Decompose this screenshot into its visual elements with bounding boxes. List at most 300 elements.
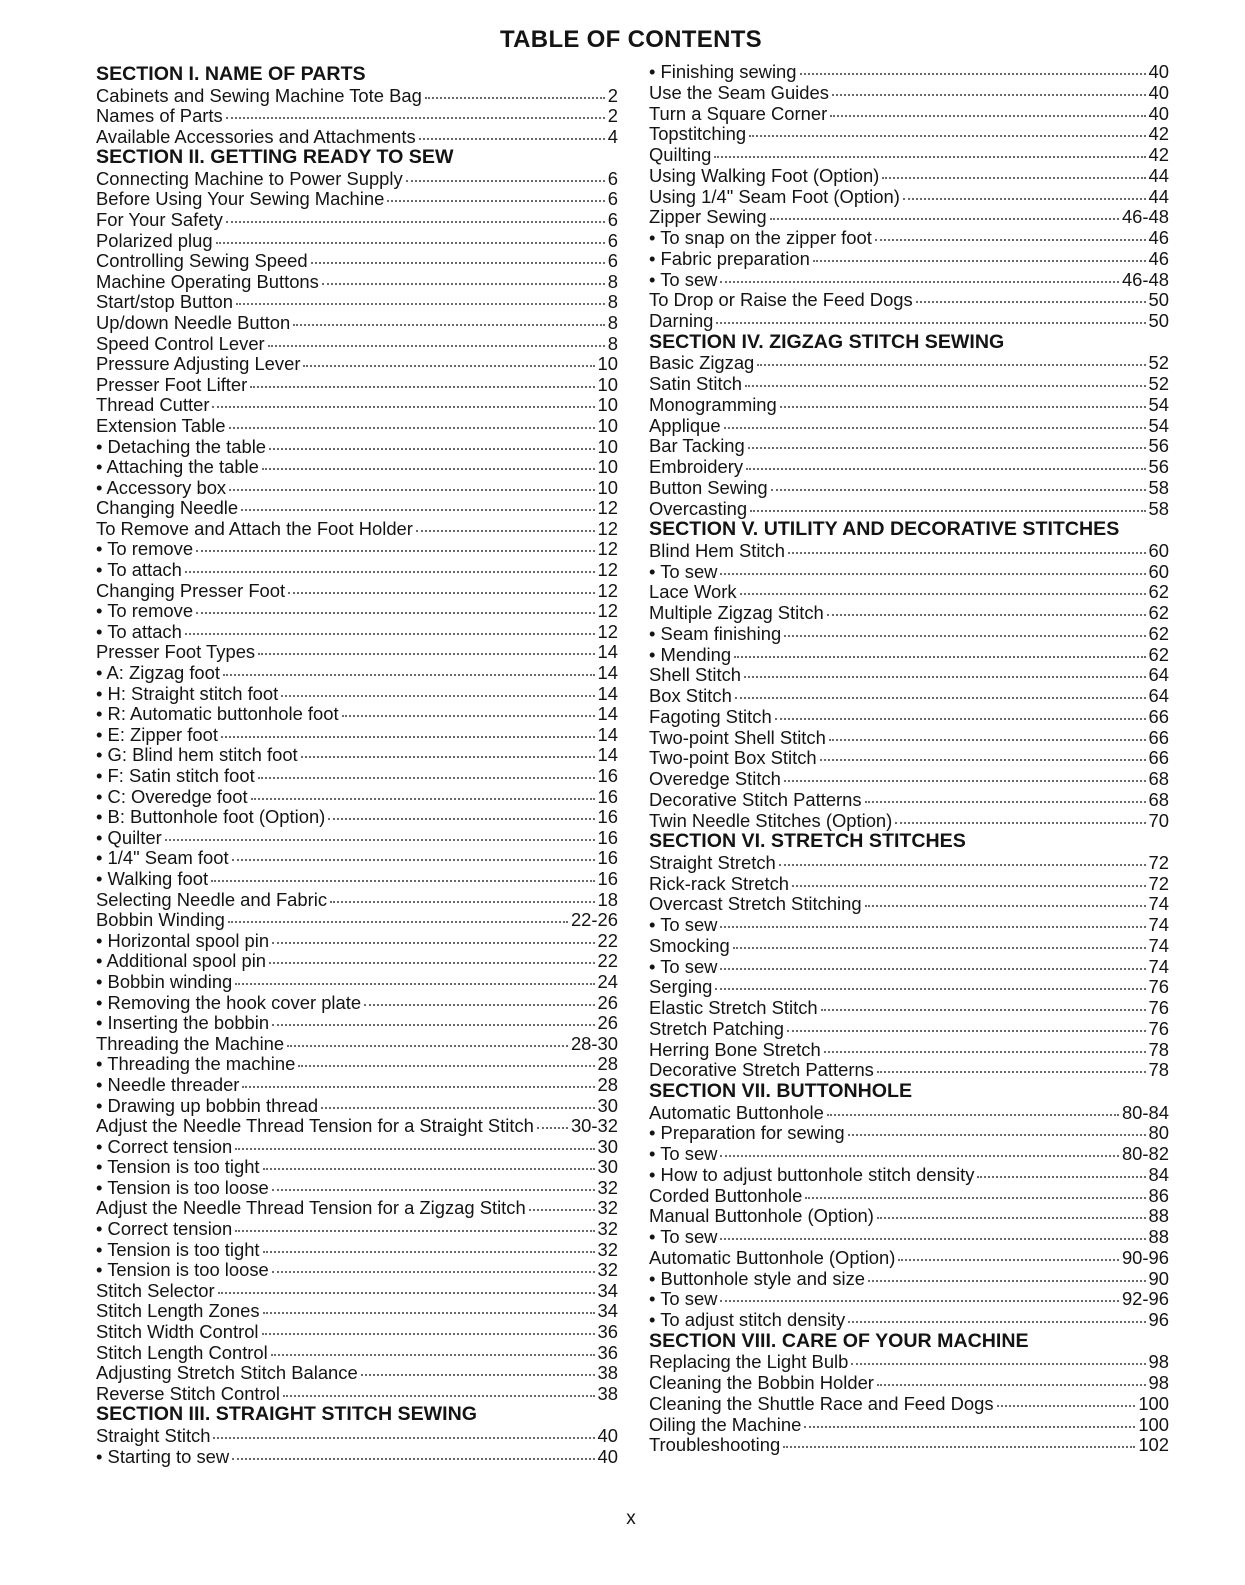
toc-entry-page: 28 [597, 1073, 618, 1095]
dot-leader [720, 926, 1145, 928]
toc-entry [96, 272, 618, 293]
toc-entry-page: 6 [607, 167, 618, 189]
dot-leader [221, 736, 595, 738]
toc-entry-page: 8 [607, 332, 618, 354]
toc-entry [96, 334, 618, 355]
toc-entry-label: Stitch Selector [96, 1279, 215, 1301]
toc-entry-page: 68 [1148, 768, 1169, 789]
toc-entry [649, 457, 1169, 478]
toc-entry [96, 1054, 618, 1075]
toc-entry-label: Bar Tacking [649, 435, 745, 457]
toc-entry [649, 748, 1169, 769]
toc-entry-page: 42 [1148, 123, 1169, 145]
toc-entry [96, 519, 618, 540]
toc-entry-page: 80-84 [1121, 1101, 1169, 1123]
toc-entry-label: • Threading the machine [96, 1053, 296, 1075]
toc-entry-label: Presser Foot Lifter [96, 373, 248, 395]
toc-entry-page: 58 [1148, 497, 1169, 519]
toc-entry-label: • Seam finishing [649, 622, 782, 644]
toc-entry-page: 54 [1148, 414, 1169, 436]
toc-entry [649, 249, 1169, 270]
toc-entry-page: 66 [1148, 705, 1169, 727]
toc-entry-label: Adjust the Needle Thread Tension for a Straight Stitch [96, 1115, 534, 1137]
dot-leader [235, 1230, 594, 1232]
toc-entry-page: 32 [597, 1176, 618, 1198]
toc-entry-label: Replacing the Light Bulb [649, 1351, 849, 1373]
toc-entry-label: Changing Needle [96, 497, 239, 519]
toc-entry-label: • Tension is too tight [96, 1156, 260, 1178]
toc-entry-page: 46 [1148, 227, 1169, 248]
toc-entry [96, 807, 618, 828]
toc-entry-label: Darning [649, 310, 714, 331]
toc-entry-label: • Removing the hook cover plate [96, 991, 362, 1013]
toc-entry-page: 92-96 [1121, 1288, 1169, 1310]
dot-leader [288, 592, 594, 594]
toc-entry [649, 499, 1169, 520]
toc-entry [96, 766, 618, 787]
toc-entry-label: Decorative Stitch Patterns [649, 788, 862, 810]
toc-entry-label: Names of Parts [96, 105, 223, 127]
toc-entry [96, 890, 618, 911]
toc-entry-label: For Your Safety [96, 208, 223, 230]
toc-entry-label: • To attach [96, 620, 182, 642]
toc-entry [649, 1352, 1169, 1373]
toc-entry-label: • To snap on the zipper foot [649, 227, 872, 248]
toc-entry-label: Stitch Length Zones [96, 1300, 260, 1322]
toc-entry [649, 311, 1169, 332]
toc-entry-page: 10 [597, 373, 618, 395]
toc-entry [649, 1019, 1169, 1040]
toc-entry [649, 478, 1169, 499]
toc-entry [649, 436, 1169, 457]
toc-entry-page: 36 [597, 1321, 618, 1343]
toc-entry-label: Decorative Stretch Patterns [649, 1059, 874, 1081]
toc-entry [649, 1123, 1169, 1144]
toc-entry-label: Rick-rack Stretch [649, 872, 789, 894]
dot-leader [250, 386, 594, 388]
toc-entry-label: Selecting Needle and Fabric [96, 888, 328, 910]
toc-entry-label: • 1/4" Seam foot [96, 847, 229, 869]
toc-entry-label: • Accessory box [96, 476, 227, 498]
toc-entry-label: Overedge Stitch [649, 768, 781, 789]
toc-entry [649, 874, 1169, 895]
toc-entry [96, 869, 618, 890]
dot-leader [321, 1107, 594, 1109]
dot-leader [272, 1024, 594, 1026]
dot-leader [241, 509, 594, 511]
toc-entry [649, 290, 1169, 311]
toc-entry [96, 169, 618, 190]
dot-leader [720, 1155, 1119, 1157]
toc-entry-page: 90 [1148, 1267, 1169, 1289]
dot-leader [269, 962, 594, 964]
dot-leader [848, 1321, 1145, 1323]
dot-leader [720, 1238, 1145, 1240]
toc-entry [649, 1186, 1169, 1207]
toc-entry-page: 22 [597, 929, 618, 951]
toc-entry-page: 66 [1148, 747, 1169, 769]
toc-entry-label: Threading the Machine [96, 1032, 285, 1054]
toc-entry-label: • Tension is too loose [96, 1176, 269, 1198]
dot-leader [779, 864, 1146, 866]
toc-entry-label: Zipper Sewing [649, 206, 767, 228]
toc-entry-page: 86 [1148, 1184, 1169, 1206]
toc-entry [96, 437, 618, 458]
toc-entry-page: 88 [1148, 1226, 1169, 1247]
toc-entry [96, 1178, 618, 1199]
dot-leader [212, 406, 594, 408]
toc-entry-page: 42 [1148, 144, 1169, 165]
dot-leader [262, 1333, 595, 1335]
toc-entry [649, 1060, 1169, 1081]
toc-entry [649, 603, 1169, 624]
toc-entry [96, 1157, 618, 1178]
toc-entry [96, 1116, 618, 1137]
toc-entry [96, 354, 618, 375]
toc-entry-page: 38 [597, 1362, 618, 1384]
toc-entry [96, 622, 618, 643]
toc-entry [649, 769, 1169, 790]
toc-entry [649, 1310, 1169, 1331]
toc-entry-label: • Preparation for sewing [649, 1122, 845, 1144]
toc-entry-label: • Correct tension [96, 1135, 233, 1157]
toc-entry [96, 251, 618, 272]
toc-entry-page: 8 [607, 291, 618, 313]
dot-leader [813, 260, 1146, 262]
toc-entry [649, 811, 1169, 832]
toc-entry-label: Overcasting [649, 497, 748, 519]
dot-leader [895, 822, 1145, 824]
toc-entry-label: • E: Zipper foot [96, 723, 218, 745]
dot-leader [263, 1312, 595, 1314]
toc-entry-page: 76 [1148, 1017, 1169, 1039]
toc-entry-page: 46-48 [1121, 206, 1169, 228]
toc-entry-page: 50 [1148, 310, 1169, 331]
dot-leader [258, 653, 594, 655]
toc-entry-page: 28-30 [570, 1032, 618, 1054]
toc-entry-label: Controlling Sewing Speed [96, 250, 308, 272]
toc-entry [96, 210, 618, 231]
dot-leader [232, 859, 595, 861]
toc-entry [649, 1144, 1169, 1165]
toc-entry [96, 1096, 618, 1117]
toc-entry-label: • Mending [649, 643, 732, 665]
toc-entry-label: Applique [649, 414, 721, 436]
dot-leader [997, 1405, 1136, 1407]
toc-entry [96, 127, 618, 148]
toc-entry [649, 353, 1169, 374]
toc-entry-label: Blind Hem Stitch [649, 539, 785, 561]
toc-entry-page: 56 [1148, 435, 1169, 457]
toc-entry-page: 16 [597, 785, 618, 807]
dot-leader [792, 885, 1146, 887]
toc-entry [649, 790, 1169, 811]
dot-leader [287, 1045, 568, 1047]
toc-entry-label: Monogramming [649, 393, 777, 415]
toc-entry [96, 313, 618, 334]
toc-entry [649, 104, 1169, 125]
page-title: TABLE OF CONTENTS [500, 26, 762, 53]
dot-leader [293, 324, 605, 326]
toc-entry [649, 395, 1169, 416]
toc-entry-page: 62 [1148, 622, 1169, 644]
toc-entry [96, 1447, 618, 1468]
section-heading: SECTION V. UTILITY AND DECORATIVE STITCHES [649, 518, 1120, 541]
toc-entry-page: 62 [1148, 581, 1169, 603]
toc-entry-label: • Attaching the table [96, 456, 259, 478]
dot-leader [740, 593, 1146, 595]
toc-entry-label: Manual Buttonhole (Option) [649, 1205, 874, 1227]
dot-leader [744, 676, 1146, 678]
toc-entry-page: 88 [1148, 1205, 1169, 1227]
toc-entry-label: Lace Work [649, 581, 737, 603]
toc-entry-page: 40 [1148, 81, 1169, 103]
toc-entry [649, 374, 1169, 395]
toc-entry [649, 665, 1169, 686]
toc-entry-page: 64 [1148, 685, 1169, 706]
toc-entry-page: 10 [597, 353, 618, 375]
toc-entry [96, 642, 618, 663]
toc-entry-page: 10 [597, 476, 618, 498]
toc-entry-page: 14 [597, 744, 618, 766]
toc-entry [96, 601, 618, 622]
toc-entry-label: Herring Bone Stretch [649, 1038, 821, 1060]
toc-entry [96, 86, 618, 107]
dot-leader [303, 365, 594, 367]
toc-entry-page: 6 [607, 250, 618, 272]
toc-entry-label: Troubleshooting [649, 1434, 781, 1456]
toc-entry-label: • Bobbin winding [96, 970, 233, 992]
toc-entry [649, 645, 1169, 666]
section-heading: SECTION VII. BUTTONHOLE [649, 1080, 913, 1102]
toc-entry-label: Reverse Stitch Control [96, 1382, 280, 1404]
toc-entry-label: Bobbin Winding [96, 909, 225, 931]
dot-leader [196, 550, 594, 552]
toc-entry [96, 1013, 618, 1034]
toc-entry-page: 46-48 [1121, 268, 1169, 290]
toc-entry-page: 10 [597, 414, 618, 436]
toc-entry [96, 1322, 618, 1343]
dot-leader [877, 1384, 1146, 1386]
toc-entry-page: 12 [597, 579, 618, 601]
dot-leader [775, 718, 1146, 720]
toc-entry-label: Embroidery [649, 456, 744, 477]
dot-leader [851, 1363, 1145, 1365]
dot-leader [714, 156, 1145, 158]
dot-leader [784, 780, 1146, 782]
toc-entry-label: • Fabric preparation [649, 247, 810, 269]
dot-leader [301, 756, 595, 758]
toc-entry-label: Machine Operating Buttons [96, 270, 319, 292]
toc-entry-label: Using Walking Foot (Option) [649, 164, 880, 186]
toc-entry [96, 1240, 618, 1261]
page-number: x [626, 1508, 636, 1529]
toc-entry [649, 207, 1169, 228]
toc-entry [649, 1289, 1169, 1310]
toc-entry-label: Polarized plug [96, 229, 213, 251]
dot-leader [311, 262, 605, 264]
toc-entry-label: • Buttonhole style and size [649, 1267, 866, 1289]
toc-entry-label: • Starting to sew [96, 1445, 230, 1467]
toc-entry-page: 24 [597, 970, 618, 992]
toc-entry-page: 52 [1148, 352, 1169, 374]
toc-entry-label: Corded Buttonhole [649, 1184, 803, 1206]
toc-entry-page: 32 [597, 1218, 618, 1240]
toc-entry-page: 96 [1148, 1309, 1169, 1330]
dot-leader [251, 798, 595, 800]
dot-leader [235, 983, 594, 985]
toc-entry-label: Turn a Square Corner [649, 102, 828, 124]
toc-entry-label: To Remove and Attach the Foot Holder [96, 517, 413, 539]
toc-entry-label: • B: Buttonhole foot (Option) [96, 806, 326, 828]
toc-entry-page: 6 [607, 208, 618, 230]
toc-entry-page: 76 [1148, 976, 1169, 998]
section-heading: SECTION VIII. CARE OF YOUR MACHINE [649, 1329, 1029, 1352]
dot-leader [218, 1292, 595, 1294]
section-heading: SECTION II. GETTING READY TO SEW [96, 146, 454, 169]
toc-entry [96, 498, 618, 519]
dot-leader [868, 1280, 1146, 1282]
dot-leader [236, 303, 605, 305]
toc-entry-page: 80-82 [1121, 1143, 1169, 1164]
toc-entry-page: 84 [1148, 1163, 1169, 1185]
toc-entry [96, 581, 618, 602]
toc-entry-label: Using 1/4" Seam Foot (Option) [649, 185, 900, 207]
toc-entry-page: 12 [597, 538, 618, 560]
toc-entry-page: 12 [597, 620, 618, 642]
dot-leader [832, 94, 1146, 96]
dot-leader [916, 301, 1146, 303]
dot-leader [328, 818, 594, 820]
toc-entry-label: Stitch Length Control [96, 1341, 268, 1363]
toc-entry-label: • To sew [649, 1226, 718, 1247]
dot-leader [419, 138, 605, 140]
toc-entry-label: Serging [649, 976, 713, 998]
toc-entry-page: 52 [1148, 373, 1169, 394]
dot-leader [745, 385, 1146, 387]
toc-entry-page: 90-96 [1121, 1246, 1169, 1268]
dot-leader [272, 1271, 595, 1273]
section-heading: SECTION IV. ZIGZAG STITCH SEWING [649, 330, 1005, 353]
toc-entry-label: • Additional spool pin [96, 950, 267, 972]
toc-entry-page: 74 [1148, 955, 1169, 977]
toc-entry [649, 1269, 1169, 1290]
toc-entry [649, 936, 1169, 957]
dot-leader [242, 1086, 594, 1088]
toc-entry-label: • How to adjust buttonhole stitch density [649, 1163, 975, 1185]
toc-left-column [96, 64, 618, 1467]
toc-entry-label: Overcast Stretch Stitching [649, 893, 862, 915]
toc-entry-page: 102 [1138, 1434, 1169, 1456]
toc-entry-label: • Drawing up bobbin thread [96, 1094, 319, 1116]
toc-entry-page: 60 [1148, 539, 1169, 561]
toc-entry [96, 993, 618, 1014]
toc-entry-label: Cabinets and Sewing Machine Tote Bag [96, 84, 422, 106]
toc-entry [96, 1363, 618, 1384]
toc-entry [649, 707, 1169, 728]
dot-leader [364, 1004, 594, 1006]
toc-entry-page: 62 [1148, 643, 1169, 665]
toc-entry-label: Speed Control Lever [96, 332, 265, 354]
toc-entry-page: 74 [1148, 893, 1169, 915]
toc-entry-page: 56 [1148, 456, 1169, 477]
dot-leader [185, 633, 595, 635]
toc-entry-label: Cleaning the Shuttle Race and Feed Dogs [649, 1392, 994, 1414]
toc-entry-label: Fagoting Stitch [649, 705, 772, 727]
toc-entry-page: 4 [607, 125, 618, 147]
dot-leader [877, 1217, 1146, 1219]
dot-leader [272, 1189, 595, 1191]
toc-entry-page: 76 [1148, 997, 1169, 1018]
toc-entry [96, 292, 618, 313]
dot-leader [720, 573, 1145, 575]
toc-entry [96, 828, 618, 849]
toc-entry-label: Before Using Your Sewing Machine [96, 188, 385, 210]
toc-entry [96, 375, 618, 396]
toc-entry [649, 124, 1169, 145]
toc-entry [96, 972, 618, 993]
dot-leader [830, 115, 1145, 117]
toc-entry [96, 663, 618, 684]
toc-entry-page: 12 [597, 559, 618, 581]
dot-leader [211, 880, 594, 882]
toc-entry-page: 36 [597, 1341, 618, 1363]
toc-entry-label: Use the Seam Guides [649, 81, 829, 103]
toc-entry-label: Smocking [649, 934, 730, 956]
dot-leader [228, 921, 568, 923]
toc-entry-page: 62 [1148, 602, 1169, 623]
dot-leader [827, 1114, 1119, 1116]
toc-entry [96, 539, 618, 560]
toc-entry-page: 6 [607, 188, 618, 210]
toc-entry-page: 26 [597, 1012, 618, 1034]
dot-leader [780, 406, 1146, 408]
dot-leader [746, 468, 1146, 470]
toc-entry-label: Stitch Width Control [96, 1321, 259, 1343]
toc-entry-page: 6 [607, 229, 618, 251]
dot-leader [271, 1354, 595, 1356]
toc-entry-page: 10 [597, 456, 618, 478]
toc-entry [649, 1415, 1169, 1436]
dot-leader [720, 1300, 1119, 1302]
dot-leader [771, 489, 1146, 491]
toc-entry [96, 848, 618, 869]
toc-entry-page: 14 [597, 723, 618, 745]
dot-leader [196, 612, 594, 614]
toc-entry [649, 541, 1169, 562]
toc-entry-page: 34 [597, 1279, 618, 1301]
toc-entry-label: Straight Stitch [96, 1424, 211, 1446]
dot-leader [784, 635, 1145, 637]
toc-entry-label: • Detaching the table [96, 435, 267, 457]
toc-entry-label: Shell Stitch [649, 664, 741, 686]
dot-leader [298, 1065, 594, 1067]
dot-leader [720, 281, 1119, 283]
toc-entry-page: 30 [597, 1094, 618, 1116]
toc-entry-label: Quilting [649, 144, 712, 165]
toc-entry-page: 16 [597, 765, 618, 786]
dot-leader [529, 1209, 595, 1211]
section-heading: SECTION I. NAME OF PARTS [96, 63, 366, 85]
toc-entry [649, 1227, 1169, 1248]
dot-leader [268, 345, 605, 347]
dot-leader [827, 614, 1146, 616]
toc-entry-page: 16 [597, 806, 618, 828]
toc-entry [96, 704, 618, 725]
toc-entry-label: • Tension is too loose [96, 1259, 269, 1281]
toc-entry-page: 74 [1148, 914, 1169, 935]
toc-entry-page: 26 [597, 991, 618, 1013]
